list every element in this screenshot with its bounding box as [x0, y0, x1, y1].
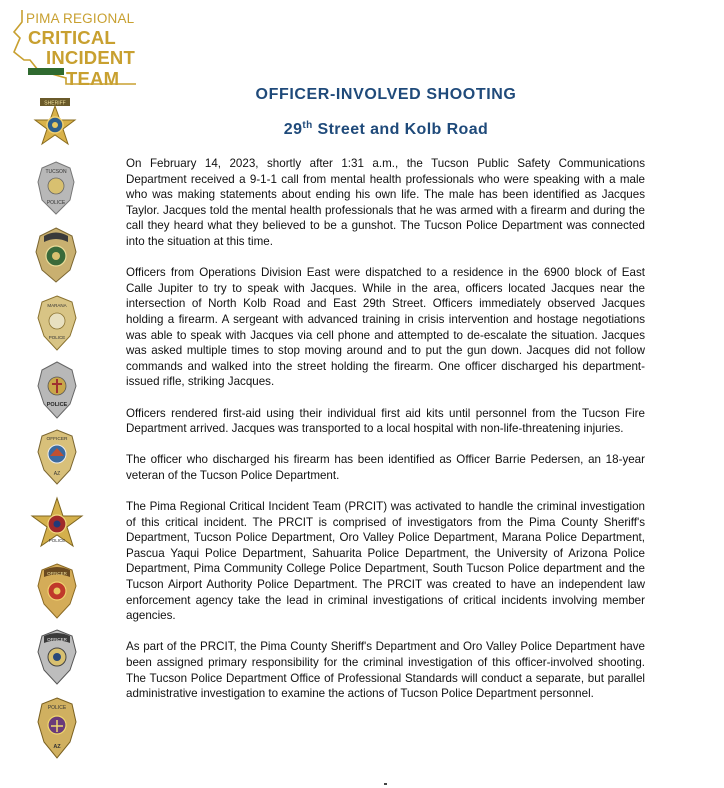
paragraph: Officers from Operations Division East were dispatched to a residence in the 6900 block of East Calle Jupiter to try to speak with Jacques. While in the area, officers located Jacques near the intersection of North Kolb Road and East 29th Street. Officers immediately observed Jacques holding a firearm. A sergeant with advanced training in crisis intervention and hostage negotiations was able to speak with Jacques via cell phone and attempted to de-escalate the situation. Jacques was asked multiple times to stop moving around and to put the gun down. Jacques did not follow commands and walked into the street holding the firearm. One officer discharged his department-issued rifle, striking Jacques. [126, 266, 645, 389]
sahuarita-badge-top-text: OFFICER [46, 437, 68, 442]
paragraph: The officer who discharged his firearm has been identified as Officer Barrie Pedersen, an 18-year veteran of the Tucson Police Department. [126, 453, 645, 482]
university-badge-bottom-text: POLICE [48, 538, 66, 543]
south-tucson-badge-top-text: OFFICER [47, 637, 67, 642]
press-release-body [126, 156, 645, 717]
university-arizona-police-star-icon [28, 496, 86, 554]
paragraph: Officers rendered first-aid using their individual first aid kits until personnel from the Tucson Fire Department arrived. Jacques was transported to a local hospital with non-life-threatening injuries. [126, 406, 645, 436]
sahuarita-badge-bottom-text: AZ [53, 471, 61, 477]
airport-authority-police-badge-icon [36, 696, 78, 760]
logo-line-pima-regional: PIMA REGIONAL [26, 11, 135, 26]
marana-badge-bottom-text: POLICE [48, 335, 66, 340]
incident-location [126, 120, 646, 139]
tucson-police-badge-icon [36, 160, 76, 216]
tucson-badge-bottom-text: POLICE [46, 200, 66, 206]
location-number: 29 [283, 121, 303, 138]
document-title: OFFICER-INVOLVED SHOOTING [255, 86, 517, 103]
tucson-badge-top-text: TUCSON [45, 169, 67, 175]
logo-line-critical: CRITICAL [28, 27, 116, 48]
marana-police-badge-icon [36, 294, 78, 352]
location-ordinal: th [302, 120, 313, 131]
paragraph: As part of the PRCIT, the Pima County Sheriff's Department and Oro Valley Police Department have been assigned primary responsibility for the criminal investigation of this officer-involved shooting. The Tucson Police Department Office of Professional Standards will conduct a separate, but parallel administrative investigation to examine the actions of Tucson Police Department personnel. [126, 640, 645, 701]
paragraph: The Pima Regional Critical Incident Team (PRCIT) was activated to handle the criminal investigation of this critical incident. The PRCIT is comprised of investigators from the Pima County Sheriff's Department, Tucson Police Department, Oro Valley Police Department, Marana Police Department, Pascua Yaqui Police Department, Sahuarita Police Department, the University of Arizona Police Department, Pima Community College Police Department, South Tucson Police department and the Tucson Airport Authority Police Department. The PRCIT was created to have an independent law enforcement agency take the lead in criminal investigations of critical incidents involving member agencies. [126, 500, 645, 623]
sheriff-star-badge-icon [28, 96, 82, 154]
marana-badge-top-text: MARANA [47, 303, 67, 308]
pascua-yaqui-police-badge-icon [36, 360, 78, 420]
sahuarita-police-badge-icon [36, 428, 78, 486]
pima-college-police-badge-icon [36, 562, 78, 620]
logo-line-team: TEAM [66, 68, 120, 89]
south-tucson-police-badge-icon [36, 628, 78, 686]
page-mark [384, 783, 387, 785]
prcit-logo [8, 8, 148, 94]
oro-valley-police-badge-icon [34, 226, 78, 284]
location-street: Street and Kolb Road [312, 121, 489, 138]
pascua-yaqui-badge-bottom-text: POLICE [46, 402, 68, 408]
pima-college-badge-top-text: OFFICER [47, 571, 67, 576]
airport-badge-top-text: POLICE [47, 705, 67, 711]
sheriff-badge-text: SHERIFF [44, 100, 66, 107]
paragraph: On February 14, 2023, shortly after 1:31 a.m., the Tucson Public Safety Communications Department received a 9-1-1 call from mental health professionals who were speaking with a male who was making statements about ending his own life. The male has been identified as Jacques Taylor. Jacques told the mental health professionals that he was armed with a firearm and during the call they heard what they believed to be a gunshot. The Tucson Police Department was connected into the situation at this time. [126, 157, 645, 248]
airport-badge-bottom-text: AZ [53, 744, 61, 750]
logo-line-incident: INCIDENT [46, 47, 135, 68]
